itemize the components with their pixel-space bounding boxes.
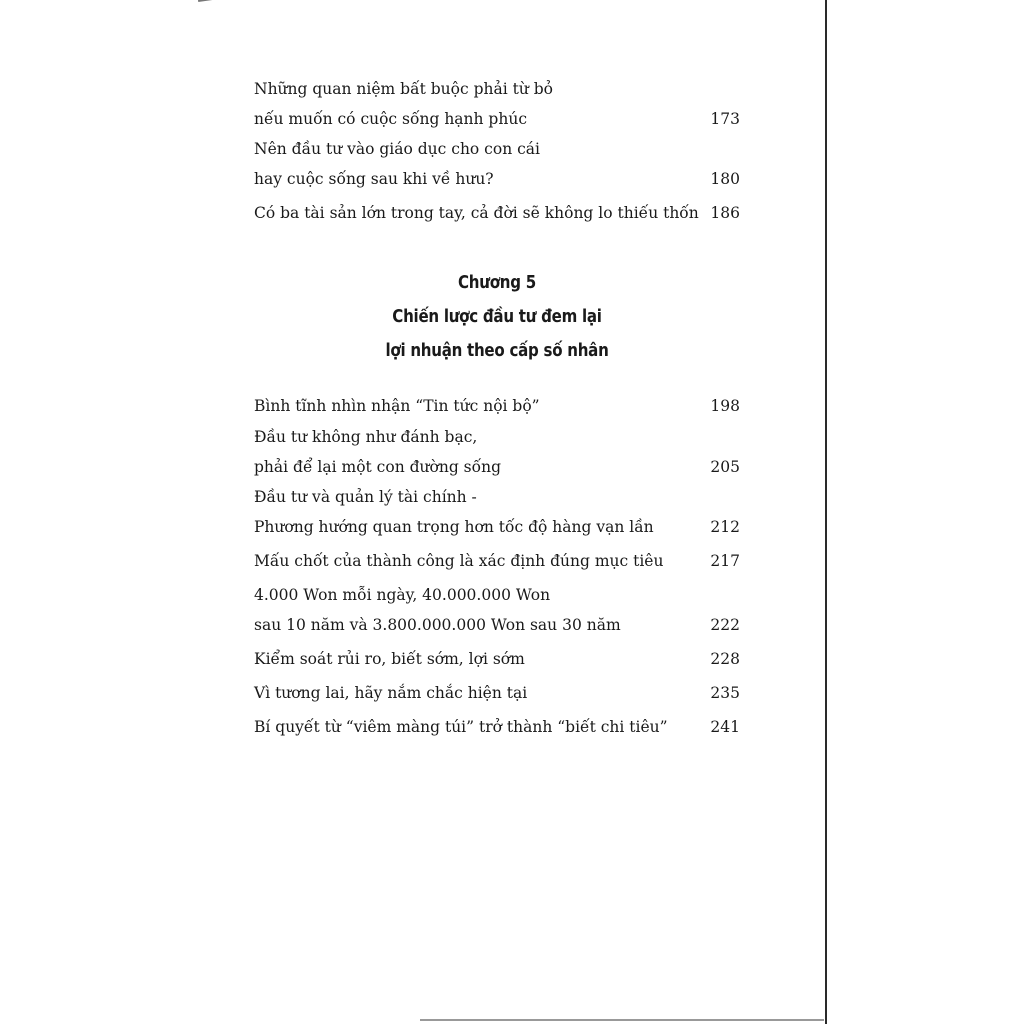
toc-entry-title: hay cuộc sống sau khi về hưu? (254, 170, 494, 188)
toc-entry (254, 198, 740, 228)
toc-page-number: 173 (710, 110, 740, 128)
toc-entry-title: phải để lại một con đường sống (254, 458, 502, 476)
chapter-title-line-1: Chiến lược đầu tư đem lại (392, 307, 602, 327)
toc-entry-title: Bí quyết từ “viêm màng túi” trở thành “biết chi tiêu” (254, 718, 668, 736)
scan-edge-bottom (420, 1019, 824, 1021)
toc-page-number: 212 (710, 518, 740, 536)
toc-entry-title: 4.000 Won mỗi ngày, 40.000.000 Won (254, 586, 551, 604)
toc-page-number: 241 (710, 718, 740, 736)
toc-page-number: 217 (710, 552, 740, 570)
toc-entry (254, 546, 740, 576)
toc-page-number: 228 (710, 650, 740, 668)
toc-entry (254, 391, 740, 421)
toc-page-number: 205 (710, 458, 740, 476)
toc-entry-title: Nên đầu tư vào giáo dục cho con cái (254, 140, 540, 158)
toc-page-number: 222 (710, 616, 740, 634)
toc-entry (254, 134, 740, 194)
toc-entry-title: Có ba tài sản lớn trong tay, cả đời sẽ không lo thiếu thốn (254, 204, 699, 222)
toc-entry (254, 678, 740, 708)
toc-entry-title: Những quan niệm bất buộc phải từ bỏ (254, 80, 553, 98)
toc-entry (254, 74, 740, 134)
page-edge-right (825, 0, 827, 1024)
chapter-heading (288, 266, 706, 368)
toc-entry-title: Phương hướng quan trọng hơn tốc độ hàng vạn lần (254, 518, 654, 536)
toc-section-chapter-5 (254, 391, 740, 742)
toc-entry (254, 712, 740, 742)
toc-entry-title: Kiểm soát rủi ro, biết sớm, lợi sớm (254, 650, 525, 668)
toc-section-previous (254, 74, 740, 228)
toc-entry (254, 422, 740, 482)
toc-page-number: 198 (710, 397, 740, 415)
toc-entry-title: Đầu tư và quản lý tài chính - (254, 488, 477, 506)
toc-entry-title: nếu muốn có cuộc sống hạnh phúc (254, 110, 527, 128)
toc-entry-title: sau 10 năm và 3.800.000.000 Won sau 30 năm (254, 616, 621, 634)
toc-page-number: 186 (710, 204, 740, 222)
toc-page-number: 180 (710, 170, 740, 188)
toc-entry-title: Đầu tư không như đánh bạc, (254, 428, 478, 446)
toc-page-number: 235 (710, 684, 740, 702)
toc-entry-title: Vì tương lai, hãy nắm chắc hiện tại (254, 684, 528, 702)
page-edge-top (198, 0, 228, 2)
chapter-number: Chương 5 (458, 273, 536, 293)
toc-entry-title: Mấu chốt của thành công là xác định đúng mục tiêu (254, 552, 664, 570)
toc-entry (254, 580, 740, 640)
toc-entry (254, 644, 740, 674)
toc-entry (254, 482, 740, 542)
chapter-title-line-2: lợi nhuận theo cấp số nhân (385, 341, 609, 361)
toc-entry-title: Bình tĩnh nhìn nhận “Tin tức nội bộ” (254, 397, 540, 415)
